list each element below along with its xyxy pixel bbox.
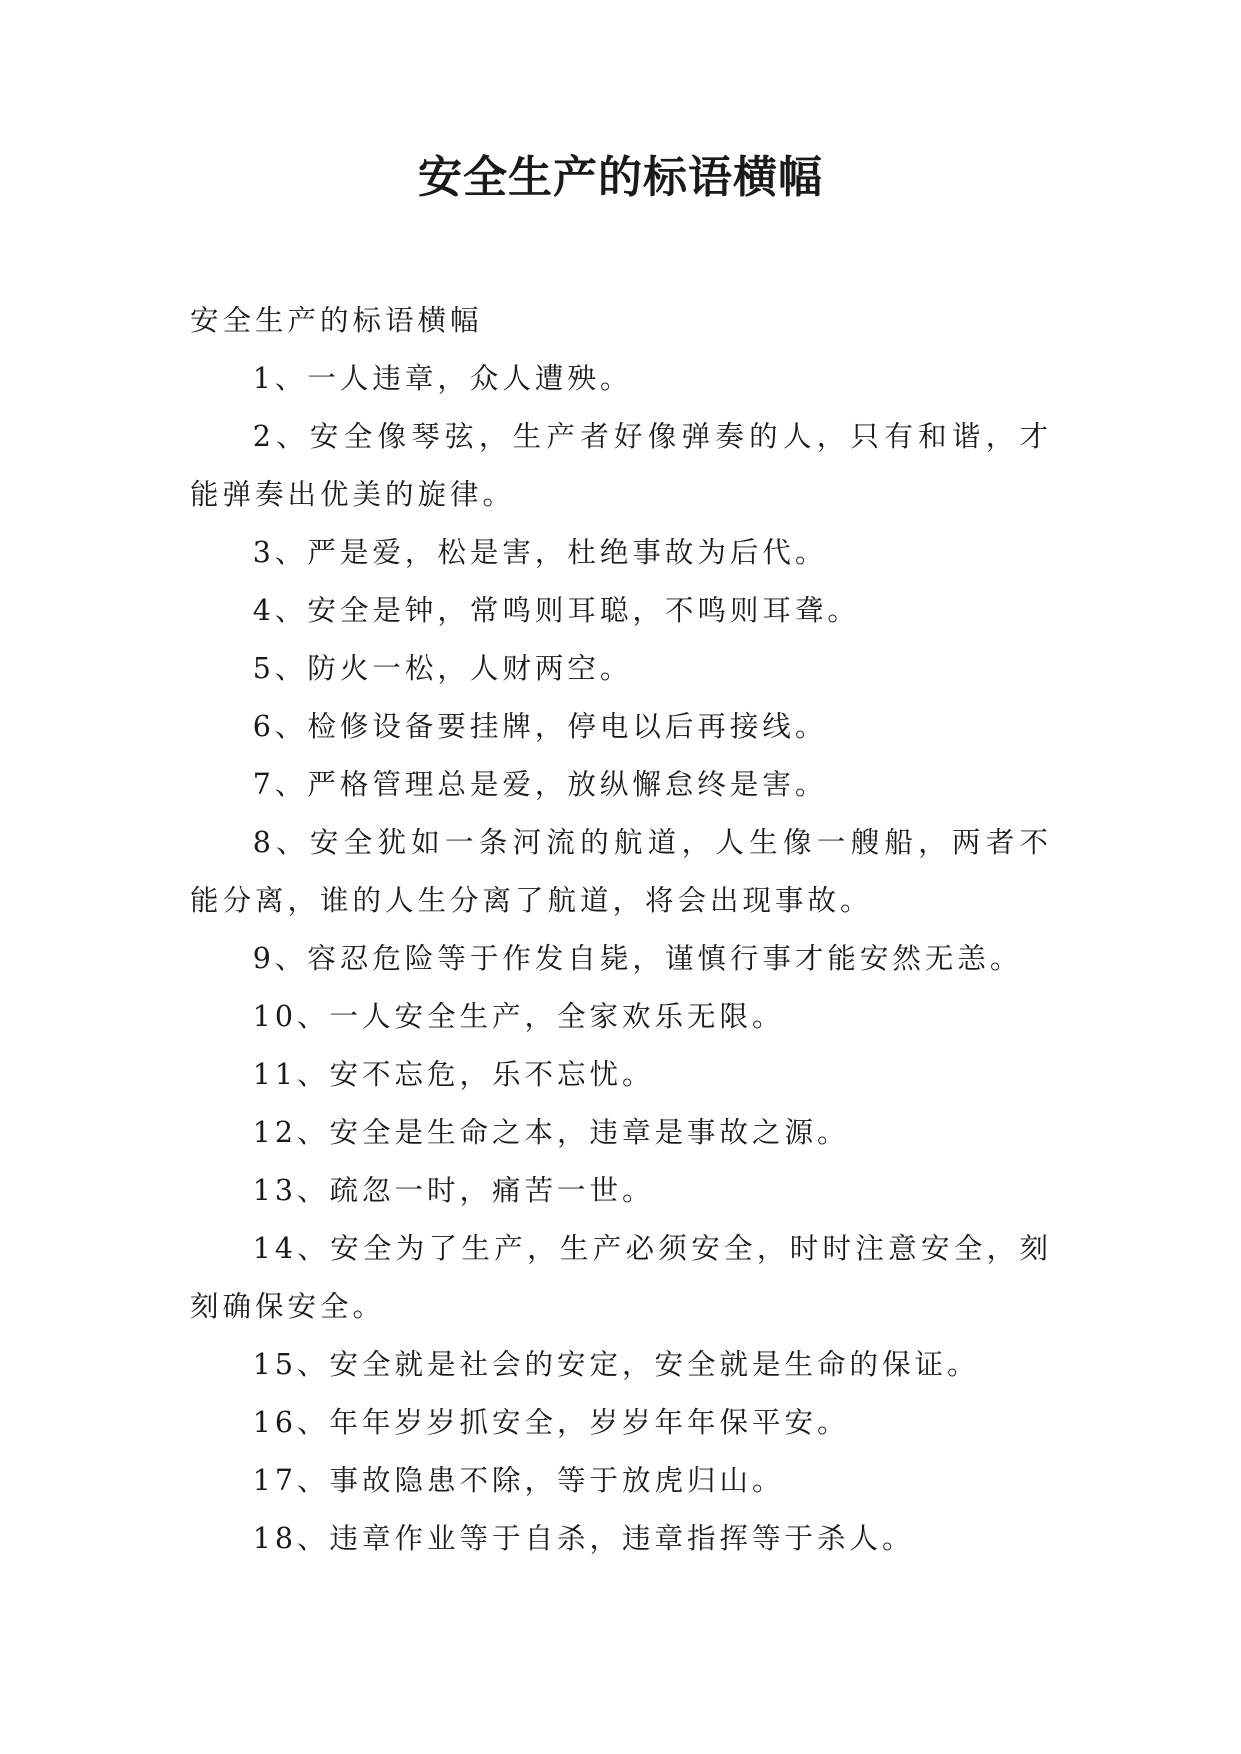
slogan-item-1: 1、一人违章，众人遭殃。	[252, 362, 633, 395]
slogan-item-13: 13、疏忽一时，痛苦一世。	[252, 1174, 655, 1207]
document-title: 安全生产的标语横幅	[418, 152, 823, 203]
document-subheading: 安全生产的标语横幅	[190, 304, 483, 337]
slogan-item-18: 18、违章作业等于自杀，违章指挥等于杀人。	[252, 1522, 915, 1555]
slogan-item-6: 6、检修设备要挂牌，停电以后再接线。	[252, 710, 828, 743]
slogan-item-2: 2、安全像琴弦，生产者好像弹奏的人，只有和谐，才能弹奏出优美的旋律。	[190, 420, 1052, 511]
slogan-item-5: 5、防火一松，人财两空。	[252, 652, 633, 685]
slogan-item-4: 4、安全是钟，常鸣则耳聪，不鸣则耳聋。	[252, 594, 860, 627]
slogan-item-14: 14、安全为了生产，生产必须安全，时时注意安全，刻刻确保安全。	[190, 1232, 1052, 1323]
slogan-item-15: 15、安全就是社会的安定，安全就是生命的保证。	[252, 1348, 980, 1381]
slogan-item-10: 10、一人安全生产，全家欢乐无限。	[252, 1000, 785, 1033]
slogan-item-16: 16、年年岁岁抓安全，岁岁年年保平安。	[252, 1406, 850, 1439]
slogan-item-9: 9、容忍危险等于作发自毙，谨慎行事才能安然无恙。	[252, 942, 1023, 975]
slogan-list	[190, 350, 1052, 1568]
document-body	[190, 292, 1052, 1568]
slogan-item-3: 3、严是爱，松是害，杜绝事故为后代。	[252, 536, 828, 569]
slogan-item-8: 8、安全犹如一条河流的航道，人生像一艘船，两者不能分离，谁的人生分离了航道，将会出现事故。	[190, 826, 1052, 917]
slogan-item-17: 17、事故隐患不除，等于放虎归山。	[252, 1464, 785, 1497]
slogan-item-11: 11、安不忘危，乐不忘忧。	[252, 1058, 655, 1091]
slogan-item-7: 7、严格管理总是爱，放纵懈怠终是害。	[252, 768, 828, 801]
slogan-item-12: 12、安全是生命之本，违章是事故之源。	[252, 1116, 850, 1149]
